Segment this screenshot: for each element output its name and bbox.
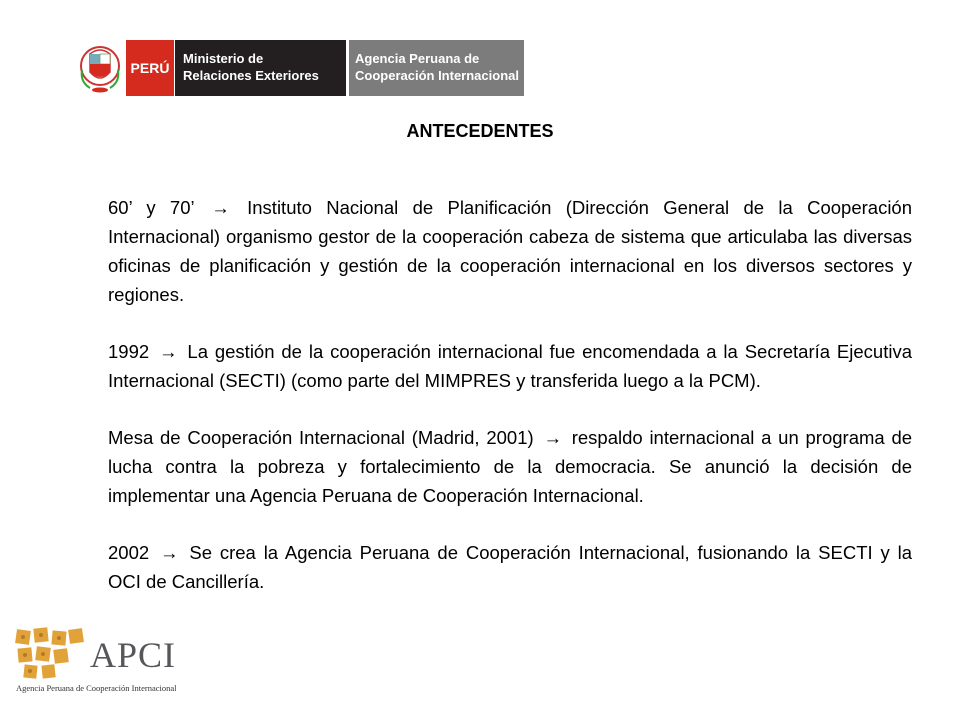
agency-label — [349, 40, 524, 96]
paragraph-madrid-2001 — [108, 423, 912, 510]
coat-of-arms-icon — [78, 40, 122, 96]
arrow-right-icon: → — [211, 197, 230, 218]
arrow-right-icon: → — [543, 427, 562, 448]
ministry-line-1: Ministerio de — [183, 51, 264, 66]
paragraph-2002 — [108, 538, 912, 596]
paragraph-lead: Mesa de Cooperación Internacional (Madrid, 2001) — [108, 427, 534, 448]
ministry-line-2: Relaciones Exteriores — [183, 68, 319, 83]
header-logo-bar — [78, 40, 524, 96]
agency-line-2: Cooperación Internacional — [355, 68, 519, 83]
paragraph-1992 — [108, 337, 912, 395]
paragraph-60s-70s — [108, 193, 912, 309]
apci-wordmark: APCI — [90, 635, 177, 675]
apci-caption: Agencia Peruana de Cooperación Internacional — [16, 683, 177, 693]
page-title: ANTECEDENTES — [406, 121, 554, 141]
paragraph-text: La gestión de la cooperación internacional fue encomendada a la Secretaría Ejecutiva Internacional (SECTI) (como parte del MIMPRES y transferida luego a la PCM). — [108, 341, 912, 391]
ministry-label — [174, 40, 346, 96]
paragraph-text: respaldo internacional a un programa de lucha contra la pobreza y fortalecimiento de la democracia. Se anunció la decisión de implementar una Agencia Peruana de Cooperación Internacional. — [108, 427, 913, 506]
paragraph-lead: 2002 — [108, 542, 150, 563]
paragraph-text: Se crea la Agencia Peruana de Cooperación Internacional, fusionando la SECTI y la OCI de Cancillería. — [108, 542, 913, 592]
arrow-right-icon: → — [159, 341, 178, 362]
arrow-right-icon: → — [160, 542, 179, 563]
agency-line-1: Agencia Peruana de — [355, 51, 480, 66]
paragraph-text: Instituto Nacional de Planificación (Dirección General de la Cooperación Internacional) organismo gestor de la cooperación cabeza de sistema que articulaba las diversas oficinas de planificación y gestión de la cooperación internacional en los diversos sectores y regiones. — [108, 197, 913, 305]
content-body — [108, 193, 912, 624]
paragraph-lead: 60’ y 70’ — [108, 197, 194, 218]
apci-mosaic-icon — [14, 626, 86, 680]
peru-label: PERÚ — [126, 40, 174, 96]
paragraph-lead: 1992 — [108, 341, 150, 362]
apci-logo — [14, 626, 177, 696]
